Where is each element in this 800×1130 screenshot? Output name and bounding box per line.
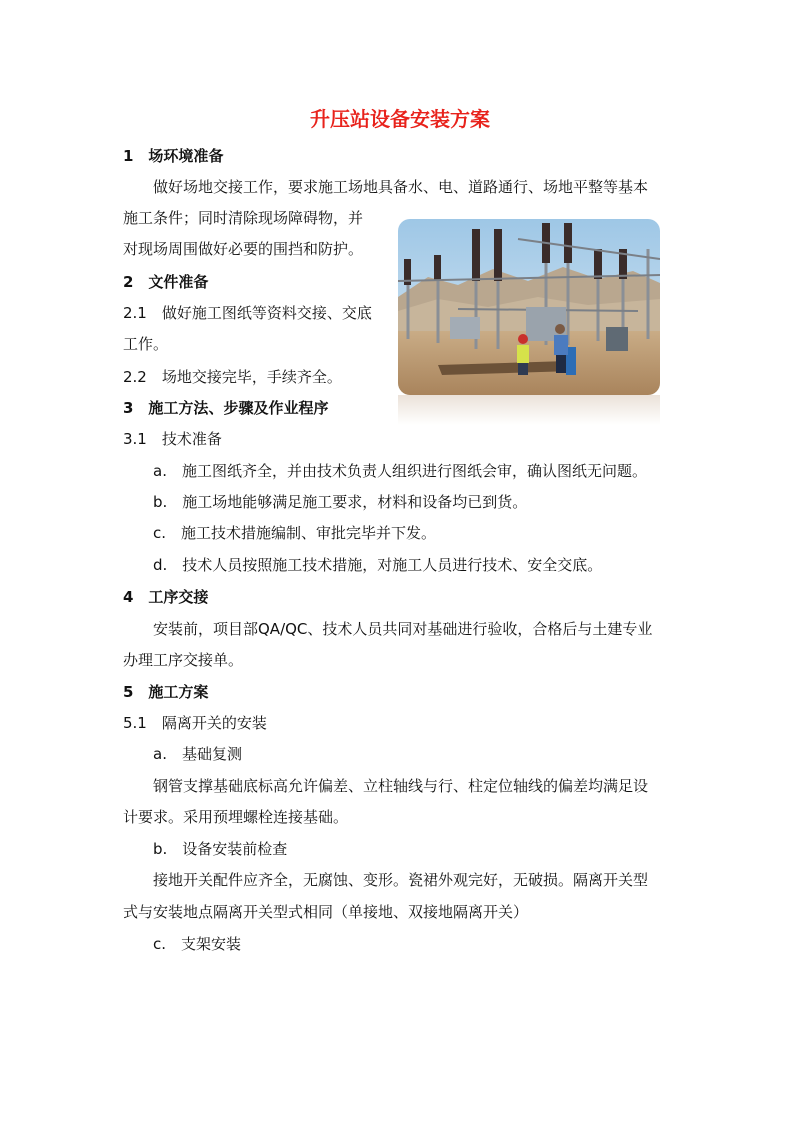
- section-2-2: 2.2 场地交接完毕，手续齐全。: [123, 368, 342, 386]
- section-5-item-a: a. 基础复测: [153, 745, 242, 763]
- section-1-heading: 1 场环境准备: [123, 147, 224, 165]
- section-1-paragraph-line-1: 做好场地交接工作，要求施工场地具备水、电、道路通行、场地平整等基本: [153, 178, 649, 196]
- section-5-b-paragraph-line-2: 式与安装地点隔离开关型式相同（单接地、双接地隔离开关）: [123, 903, 529, 921]
- section-3-1: 3.1 技术准备: [123, 430, 222, 448]
- section-4-paragraph-line-2: 办理工序交接单。: [123, 651, 244, 669]
- section-5-1: 5.1 隔离开关的安装: [123, 714, 267, 732]
- section-5-heading: 5 施工方案: [123, 683, 209, 701]
- section-5-a-paragraph-line-1: 钢管支撑基础底标高允许偏差、立柱轴线与行、柱定位轴线的偏差均满足设: [153, 777, 649, 795]
- section-4-paragraph-line-1: 安装前，项目部QA/QC、技术人员共同对基础进行验收，合格后与土建专业: [153, 620, 653, 638]
- section-3-item-c: c. 施工技术措施编制、审批完毕并下发。: [153, 524, 437, 542]
- section-3-item-d: d. 技术人员按照施工技术措施，对施工人员进行技术、安全交底。: [153, 556, 603, 574]
- photo-reflection: [398, 395, 660, 425]
- substation-photo: [398, 219, 660, 395]
- section-4-heading: 4 工序交接: [123, 588, 209, 606]
- section-1-paragraph-line-3: 对现场周围做好必要的围挡和防护。: [123, 240, 364, 258]
- section-1-paragraph-line-2: 施工条件；同时清除现场障碍物，并: [123, 209, 364, 227]
- section-2-heading: 2 文件准备: [123, 273, 209, 291]
- section-2-1-line-1: 2.1 做好施工图纸等资料交接、交底: [123, 304, 372, 322]
- section-3-heading: 3 施工方法、步骤及作业程序: [123, 399, 329, 417]
- section-3-item-a: a. 施工图纸齐全，并由技术负责人组织进行图纸会审，确认图纸无问题。: [153, 462, 647, 480]
- section-5-item-b: b. 设备安装前检查: [153, 840, 288, 858]
- document-title: 升压站设备安装方案: [310, 107, 490, 131]
- section-5-item-c: c. 支架安装: [153, 935, 242, 953]
- section-5-b-paragraph-line-1: 接地开关配件应齐全，无腐蚀、变形。瓷裙外观完好，无破损。隔离开关型: [153, 871, 649, 889]
- section-2-1-line-2: 工作。: [123, 335, 169, 353]
- section-5-a-paragraph-line-2: 计要求。采用预埋螺栓连接基础。: [123, 808, 349, 826]
- section-3-item-b: b. 施工场地能够满足施工要求，材料和设备均已到货。: [153, 493, 528, 511]
